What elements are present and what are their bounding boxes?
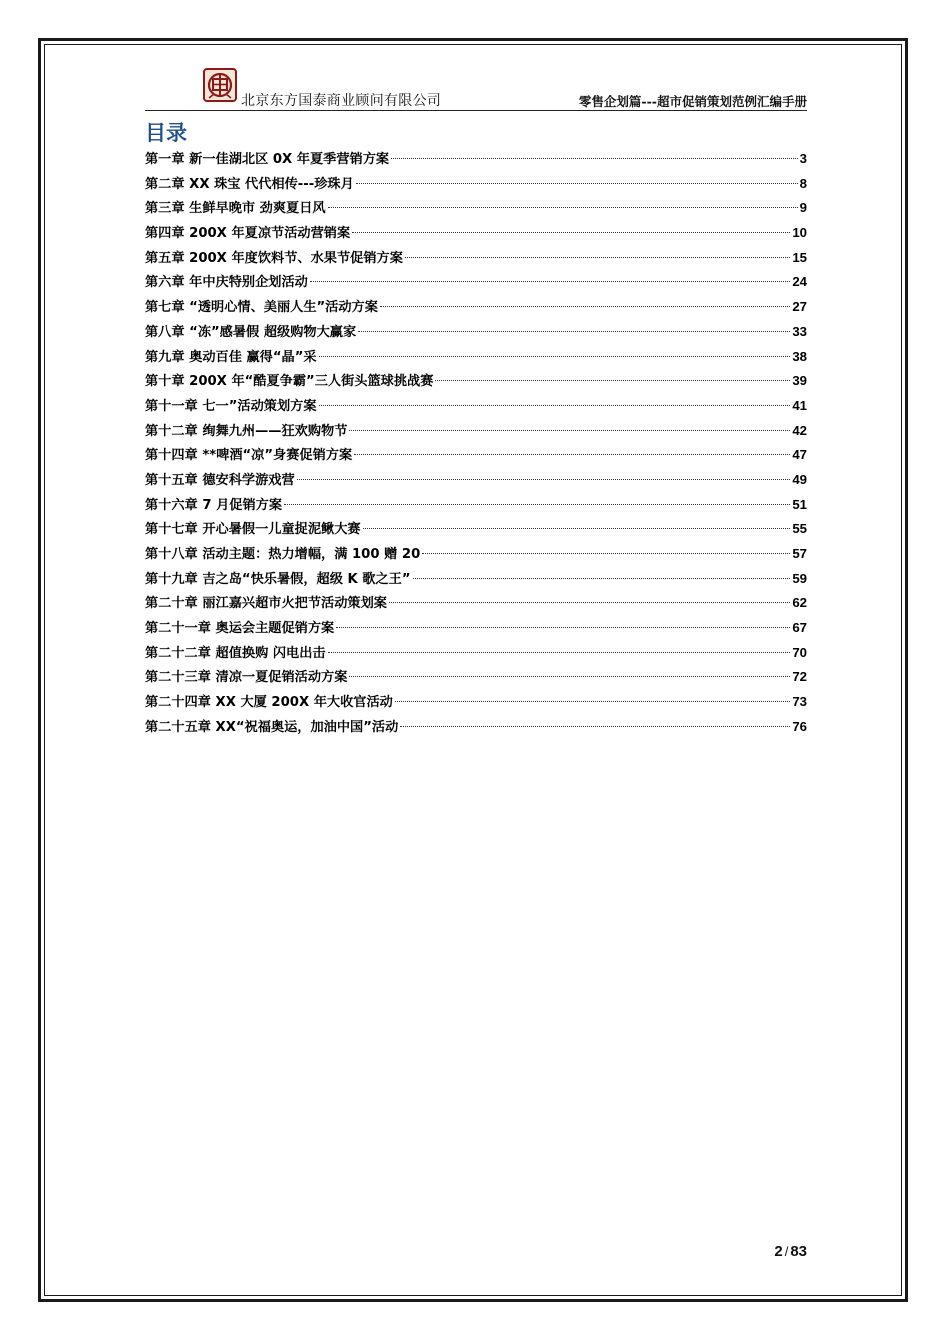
toc-entry-title[interactable]: 第二十四章 XX 大厦 200X 年大收官活动 bbox=[145, 695, 393, 711]
toc-dot-leader bbox=[363, 528, 791, 529]
page-header bbox=[145, 68, 807, 111]
toc-entry-page[interactable]: 3 bbox=[799, 151, 807, 166]
table-of-contents bbox=[145, 147, 807, 740]
toc-entry[interactable] bbox=[145, 295, 807, 320]
current-page: 2 bbox=[774, 1243, 783, 1260]
toc-entry[interactable] bbox=[145, 468, 807, 493]
toc-entry-title[interactable]: 第十七章 开心暑假一儿童捉泥鳅大赛 bbox=[145, 522, 361, 538]
toc-entry-title[interactable]: 第七章 “透明心情、美丽人生”活动方案 bbox=[145, 300, 378, 316]
toc-entry-title[interactable]: 第三章 生鲜早晚市 劲爽夏日风 bbox=[145, 201, 326, 217]
toc-entry-page[interactable]: 67 bbox=[792, 620, 807, 636]
toc-entry-title[interactable]: 第二十章 丽江嘉兴超市火把节活动策划案 bbox=[145, 596, 387, 612]
toc-entry-page[interactable]: 59 bbox=[792, 570, 807, 586]
toc-dot-leader bbox=[354, 454, 790, 455]
toc-dot-leader bbox=[352, 232, 790, 233]
toc-entry-title[interactable]: 第九章 奥动百佳 赢得“晶”采 bbox=[145, 349, 317, 365]
total-pages: 83 bbox=[790, 1243, 807, 1260]
toc-entry[interactable] bbox=[145, 394, 807, 419]
toc-dot-leader bbox=[319, 405, 791, 406]
toc-dot-leader bbox=[413, 578, 791, 579]
toc-entry[interactable] bbox=[145, 665, 807, 690]
toc-entry-page[interactable]: 38 bbox=[792, 348, 807, 364]
toc-entry-title[interactable]: 第十章 200X 年“酷夏争霸”三人街头篮球挑战赛 bbox=[145, 374, 434, 390]
toc-entry-page[interactable]: 27 bbox=[792, 299, 807, 315]
document-title: 零售企划篇---超市促销策划范例汇编手册 bbox=[578, 94, 807, 109]
toc-entry[interactable] bbox=[145, 320, 807, 345]
toc-entry[interactable] bbox=[145, 246, 807, 271]
page-separator: / bbox=[784, 1244, 789, 1259]
toc-dot-leader bbox=[389, 602, 790, 603]
toc-entry-page[interactable]: 9 bbox=[799, 200, 807, 216]
toc-dot-leader bbox=[328, 207, 798, 208]
toc-entry-page[interactable]: 42 bbox=[792, 422, 807, 438]
toc-entry[interactable] bbox=[145, 419, 807, 444]
toc-entry-title[interactable]: 第十六章 7 月促销方案 bbox=[145, 497, 283, 513]
toc-entry-page[interactable]: 24 bbox=[792, 274, 807, 290]
toc-dot-leader bbox=[435, 380, 790, 381]
toc-entry[interactable] bbox=[145, 641, 807, 666]
toc-dot-leader bbox=[380, 306, 790, 307]
toc-entry[interactable] bbox=[145, 147, 807, 172]
toc-entry-page[interactable]: 41 bbox=[792, 397, 807, 413]
toc-dot-leader bbox=[400, 726, 790, 727]
toc-entry-title[interactable]: 第十九章 吉之岛“快乐暑假，超级 K 歌之王” bbox=[145, 571, 411, 587]
toc-entry-page[interactable]: 73 bbox=[792, 694, 807, 710]
toc-entry-title[interactable]: 第十二章 绚舞九州——狂欢购物节 bbox=[145, 423, 348, 439]
toc-entry-title[interactable]: 第二十三章 清凉一夏促销活动方案 bbox=[145, 670, 348, 686]
toc-entry[interactable] bbox=[145, 369, 807, 394]
toc-dot-leader bbox=[297, 479, 791, 480]
toc-entry-page[interactable]: 8 bbox=[799, 175, 807, 191]
toc-entry[interactable] bbox=[145, 715, 807, 740]
toc-entry[interactable] bbox=[145, 493, 807, 518]
toc-dot-leader bbox=[310, 281, 790, 282]
company-name: 北京东方国泰商业顾问有限公司 bbox=[241, 93, 442, 109]
toc-dot-leader bbox=[391, 158, 798, 159]
toc-dot-leader bbox=[349, 676, 790, 677]
toc-entry-page[interactable]: 76 bbox=[792, 718, 807, 734]
toc-dot-leader bbox=[328, 652, 791, 653]
toc-entry[interactable] bbox=[145, 270, 807, 295]
company-seal-logo-icon bbox=[203, 68, 237, 102]
toc-entry-title[interactable]: 第二十五章 XX“祝福奥运，加油中国”活动 bbox=[145, 719, 399, 735]
toc-entry-page[interactable]: 33 bbox=[792, 323, 807, 339]
toc-entry-title[interactable]: 第二十二章 超值换购 闪电出击 bbox=[145, 645, 326, 661]
toc-entry[interactable] bbox=[145, 517, 807, 542]
toc-entry[interactable] bbox=[145, 591, 807, 616]
page-number bbox=[774, 1243, 807, 1260]
toc-entry-page[interactable]: 47 bbox=[792, 447, 807, 463]
toc-entry-page[interactable]: 62 bbox=[792, 595, 807, 611]
toc-entry[interactable] bbox=[145, 345, 807, 370]
toc-dot-leader bbox=[356, 183, 798, 184]
toc-entry-page[interactable]: 70 bbox=[792, 644, 807, 660]
toc-entry-page[interactable]: 72 bbox=[792, 669, 807, 685]
toc-dot-leader bbox=[284, 504, 790, 505]
toc-dot-leader bbox=[319, 356, 791, 357]
toc-dot-leader bbox=[358, 331, 790, 332]
toc-entry[interactable] bbox=[145, 690, 807, 715]
toc-entry-title[interactable]: 第八章 “冻”感暑假 超级购物大赢家 bbox=[145, 324, 357, 340]
toc-entry[interactable] bbox=[145, 616, 807, 641]
toc-dot-leader bbox=[422, 553, 790, 554]
toc-entry-page[interactable]: 49 bbox=[792, 471, 807, 487]
toc-dot-leader bbox=[405, 257, 790, 258]
toc-heading: 目录 bbox=[145, 121, 187, 145]
toc-entry-page[interactable]: 57 bbox=[792, 546, 807, 561]
toc-entry-title[interactable]: 第四章 200X 年夏凉节活动营销案 bbox=[145, 226, 351, 242]
toc-entry[interactable] bbox=[145, 172, 807, 197]
toc-entry-title[interactable]: 第二章 XX 珠宝 代代相传---珍珠月 bbox=[145, 176, 354, 192]
toc-entry[interactable] bbox=[145, 221, 807, 246]
toc-entry-title[interactable]: 第五章 200X 年度饮料节、水果节促销方案 bbox=[145, 250, 403, 266]
toc-entry-title[interactable]: 第十四章 **啤酒“凉”身赛促销方案 bbox=[145, 448, 353, 464]
toc-entry-page[interactable]: 39 bbox=[792, 373, 807, 389]
toc-dot-leader bbox=[349, 430, 790, 431]
toc-entry-page[interactable]: 55 bbox=[792, 521, 807, 537]
toc-entry[interactable] bbox=[145, 542, 807, 567]
toc-dot-leader bbox=[395, 701, 790, 702]
toc-entry[interactable] bbox=[145, 443, 807, 468]
toc-entry-page[interactable]: 10 bbox=[792, 225, 807, 241]
toc-entry-title[interactable]: 第十一章 七一”活动策划方案 bbox=[145, 398, 317, 414]
toc-entry[interactable] bbox=[145, 196, 807, 221]
toc-entry-title[interactable]: 第六章 年中庆特别企划活动 bbox=[145, 275, 308, 291]
toc-entry-page[interactable]: 15 bbox=[792, 249, 807, 265]
toc-entry-title[interactable]: 第十八章 活动主题：热力增幅，满 100 赠 20 bbox=[145, 547, 421, 562]
toc-dot-leader bbox=[336, 627, 790, 628]
toc-entry[interactable] bbox=[145, 567, 807, 592]
toc-entry-title[interactable]: 第一章 新一佳湖北区 0X 年夏季营销方案 bbox=[145, 152, 390, 167]
toc-entry-page[interactable]: 51 bbox=[792, 496, 807, 512]
toc-entry-title[interactable]: 第二十一章 奥运会主题促销方案 bbox=[145, 621, 335, 637]
toc-entry-title[interactable]: 第十五章 德安科学游戏营 bbox=[145, 472, 295, 488]
